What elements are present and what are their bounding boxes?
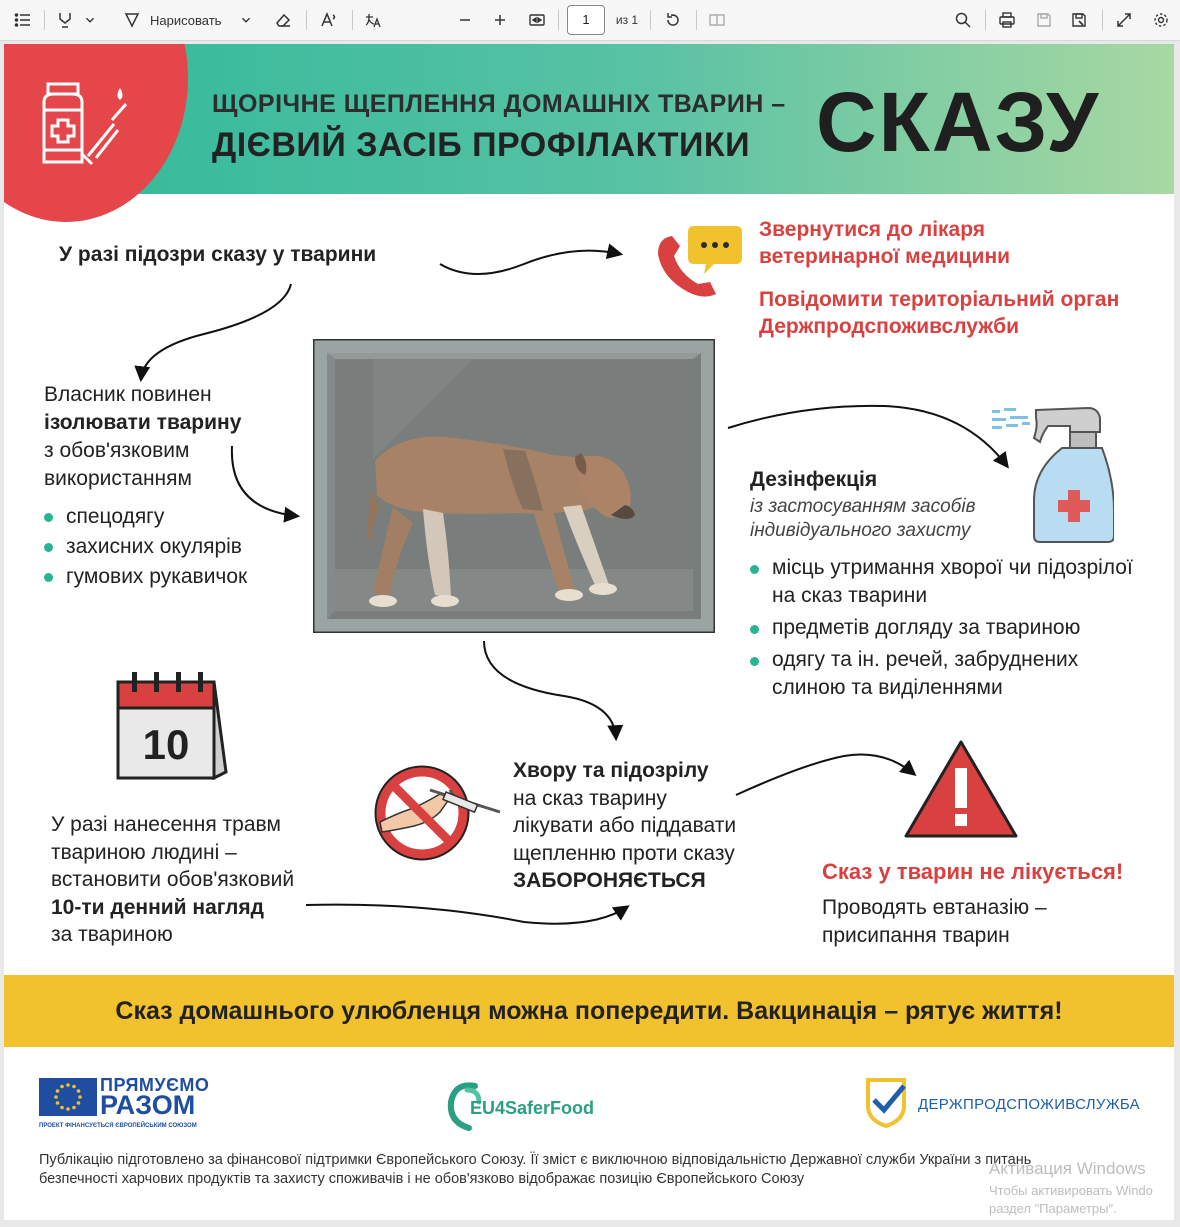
header-line-2: ДІЄВИЙ ЗАСІБ ПРОФІЛАКТИКИ — [212, 126, 751, 164]
settings-gear-icon[interactable] — [1150, 0, 1172, 40]
disinfection-list — [750, 554, 1145, 702]
header-line-1: ЩОРІЧНЕ ЩЕПЛЕННЯ ДОМАШНІХ ТВАРИН – — [212, 90, 786, 118]
fit-page-icon[interactable] — [526, 0, 548, 40]
eraser-icon[interactable] — [272, 0, 294, 40]
warning-icon — [902, 738, 1020, 840]
bottom-banner-text: Сказ домашнього улюбленця можна попередити. Вакцинація – рятує життя! — [115, 997, 1063, 1025]
isolate-text — [44, 381, 241, 493]
bottom-banner — [4, 975, 1174, 1047]
vaccine-icon — [34, 82, 134, 168]
forbidden-line-4: щепленню проти сказу — [513, 841, 735, 865]
isolate-line-3: з обов'язковим — [44, 439, 190, 462]
warning-line-1: Проводять евтаназію – — [822, 896, 1047, 919]
draw-icon[interactable] — [122, 0, 142, 40]
contents-icon[interactable] — [12, 0, 34, 40]
eu4saferfood-logo-text: EU4SaferFood — [470, 1098, 595, 1118]
injury-line-1: У разі нанесення травм — [51, 813, 281, 836]
draw-button[interactable]: Нарисовать — [150, 12, 222, 28]
injury-line-2: твариною людині – — [51, 840, 237, 864]
zoom-out-icon[interactable] — [455, 0, 475, 40]
list-item: спецодягу — [44, 502, 247, 532]
fullscreen-icon[interactable] — [1113, 0, 1135, 40]
list-item: предметів догляду за твариною — [750, 614, 1145, 642]
action-notify-authority: Повідомити територіальний орган Держпродспоживслужби — [759, 288, 1120, 338]
eu-logo-line-2: РАЗОМ — [100, 1090, 196, 1120]
calendar-number: 10 — [142, 721, 190, 768]
forbidden-line-3: лікувати або піддавати — [513, 814, 737, 837]
warning-line-2: присипання тварин — [822, 923, 1010, 947]
translate-icon[interactable] — [362, 0, 384, 40]
list-item: одягу та ін. речей, забруднених слиною та виділеннями — [750, 646, 1145, 702]
injury-line-5: за твариною — [51, 923, 173, 946]
dps-logo-text: ДЕРЖПРОДСПОЖИВСЛУЖБА — [918, 1096, 1140, 1113]
pdf-page — [4, 44, 1174, 1220]
disinfection-title: Дезінфекція — [750, 468, 878, 491]
search-icon[interactable] — [952, 0, 974, 40]
isolated-dog-image — [313, 339, 715, 633]
list-item: місць утримання хворої чи підозрілої на сказ тварини — [750, 554, 1145, 610]
warning-title: Сказ у тварин не лікується! — [822, 859, 1124, 884]
highlight-icon[interactable] — [55, 0, 75, 40]
disinfection-subtitle: із застосуванням засобів індивідуального захисту — [750, 496, 976, 541]
save-as-icon[interactable] — [1068, 0, 1090, 40]
forbidden-line-2: на сказ тварину — [513, 786, 667, 810]
read-aloud-icon[interactable] — [318, 0, 340, 40]
windows-watermark-title: Активация Windows — [989, 1159, 1146, 1178]
injury-line-4: 10-ти денний нагляд — [51, 895, 264, 919]
highlight-dropdown-icon[interactable] — [82, 0, 98, 40]
isolate-line-2: ізолювати тварину — [44, 411, 242, 434]
two-page-icon[interactable] — [706, 0, 728, 40]
warning-text — [822, 894, 1047, 949]
action-call-vet: Звернутися до лікаря ветеринарної медицини — [759, 218, 1011, 268]
header-big-word: СКАЗУ — [816, 75, 1101, 169]
draw-dropdown-icon[interactable] — [238, 0, 254, 40]
forbidden-text — [513, 757, 736, 895]
phone-chat-icon — [652, 222, 744, 302]
isolate-list — [44, 502, 247, 592]
footer-disclaimer — [39, 1151, 1031, 1189]
eu-logo-line-1: ПРЯМУЄМО — [100, 1075, 210, 1095]
rotate-icon[interactable] — [662, 0, 684, 40]
save-icon[interactable] — [1033, 0, 1055, 40]
zoom-in-icon[interactable] — [490, 0, 510, 40]
footer-line-1: Публікацію підготовлено за фінансової підтримки Європейського Союзу. Її зміст є виключною відповідальністю Державної служби України з питань — [39, 1152, 1032, 1168]
pdf-toolbar — [0, 0, 1180, 41]
injury-text — [51, 811, 294, 949]
injury-line-3: встановити обов'язковий — [51, 868, 295, 891]
windows-watermark-line-3: раздел "Параметры". — [989, 1201, 1117, 1216]
print-icon[interactable] — [996, 0, 1018, 40]
footer-line-2: безпечності харчових продуктів та захисту споживачів і не обов'язково відображає позицію Європейського Союзу — [39, 1171, 805, 1187]
dps-shield-logo-icon — [864, 1076, 908, 1128]
eu-flag-icon — [39, 1078, 97, 1116]
page-number-input[interactable]: 1 — [567, 5, 605, 35]
calendar-icon — [114, 668, 232, 780]
forbidden-line-5: ЗАБОРОНЯЄТЬСЯ — [513, 869, 706, 892]
suspicion-title: У разі підозри сказу у тварини — [59, 243, 377, 266]
windows-watermark-line-2: Чтобы активировать Windo — [989, 1183, 1153, 1198]
list-item: гумових рукавичок — [44, 562, 247, 592]
eu-logo-small-text: ПРОЕКТ ФІНАНСУЄТЬСЯ ЄВРОПЕЙСЬКИМ СОЮЗОМ — [39, 1123, 197, 1129]
page-count: из 1 — [615, 13, 639, 27]
isolate-line-1: Власник повинен — [44, 383, 212, 406]
isolate-line-4: використанням — [44, 467, 192, 490]
list-item: захисних окулярів — [44, 532, 247, 562]
no-injection-icon — [370, 760, 506, 866]
forbidden-line-1: Хвору та підозрілу — [513, 759, 709, 782]
